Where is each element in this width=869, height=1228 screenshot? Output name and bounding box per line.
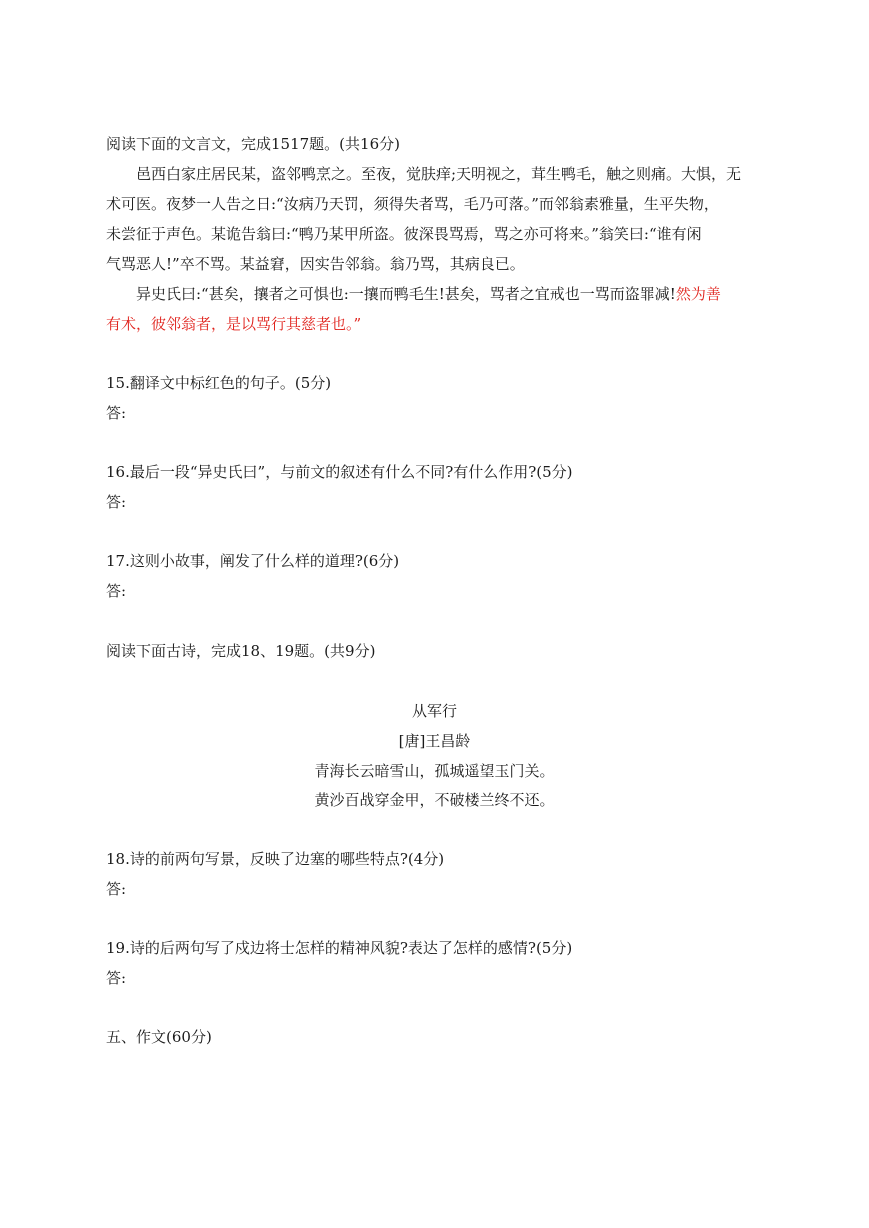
- answer-label: 答:: [106, 880, 127, 898]
- question-16: 16.最后一段“异史氏曰”，与前文的叙述有什么不同?有什么作用?(5分): [106, 463, 573, 481]
- passage-text: 异史氏曰:“甚矣，攘者之可惧也:一攘而鸭毛生!甚矣，骂者之宜戒也一骂而盗罪减!: [136, 285, 676, 303]
- poem-line: 黄沙百战穿金甲，不破楼兰终不还。: [314, 791, 555, 809]
- highlighted-sentence: 有术，彼邻翁者，是以骂行其慈者也。”: [106, 315, 362, 333]
- section-heading-essay: 五、作文(60分): [106, 1028, 212, 1046]
- question-17: 17.这则小故事，阐发了什么样的道理?(6分): [106, 552, 400, 570]
- passage-line: 术可医。夜梦一人告之日:“汝病乃天罚，须得失者骂，毛乃可落。”而邻翁素雅量，生平失物，: [106, 195, 719, 213]
- poem-author: [唐]王昌龄: [398, 732, 471, 750]
- question-19: 19.诗的后两句写了戍边将士怎样的精神风貌?表达了怎样的感情?(5分): [106, 939, 573, 957]
- section-intro-classical: 阅读下面的文言文，完成1517题。(共16分): [106, 135, 400, 153]
- passage-line: 未尝征于声色。某诡告翁曰:“鸭乃某甲所盗。彼深畏骂焉，骂之亦可将来。”翁笑曰:“谁有闲: [106, 225, 702, 243]
- question-18: 18.诗的前两句写景，反映了边塞的哪些特点?(4分): [106, 850, 445, 868]
- poem-title: 从军行: [411, 702, 457, 720]
- section-intro-poem: 阅读下面古诗，完成18、19题。(共9分): [106, 642, 376, 660]
- passage-line: 气骂恶人!”卒不骂。某益窘，因实告邻翁。翁乃骂，其病良已。: [106, 255, 525, 273]
- highlighted-sentence: 然为善: [675, 285, 721, 303]
- question-15: 15.翻译文中标红色的句子。(5分): [106, 374, 332, 392]
- answer-label: 答:: [106, 582, 127, 600]
- answer-label: 答:: [106, 969, 127, 987]
- poem-line: 青海长云暗雪山，孤城遥望玉门关。: [314, 762, 555, 780]
- answer-label: 答:: [106, 493, 127, 511]
- passage-line: 邑西白家庄居民某，盗邻鸭烹之。至夜，觉肤痒;天明视之，茸生鸭毛，触之则痛。大惧，无: [136, 165, 742, 183]
- answer-label: 答:: [106, 404, 127, 422]
- passage-line: [136, 284, 721, 304]
